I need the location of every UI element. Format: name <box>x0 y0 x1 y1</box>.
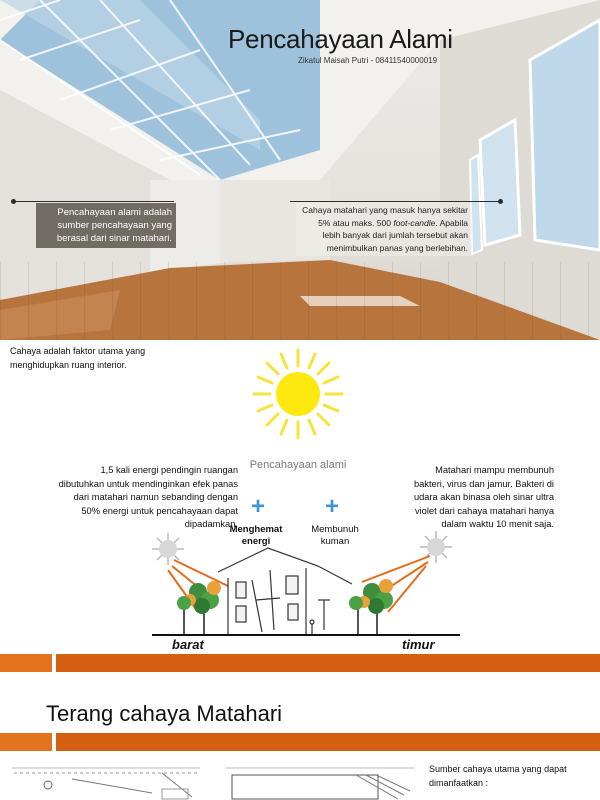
intro-text: Cahaya adalah faktor utama yang menghidupkan ruang interior. <box>10 346 146 370</box>
tree-left-icon <box>177 581 221 634</box>
sketch-diagram-left <box>12 767 202 800</box>
germicidal-note: Matahari mampu membunuh bakteri, virus dan jamur. Bakteri di udara akan binasa oleh sinar ultra violet dari cahaya matahari hanya dalam waktu 10 menit saja. <box>413 465 554 529</box>
plus-icon: + <box>251 493 266 520</box>
section-title: Terang cahaya Matahari <box>46 701 283 726</box>
label-east: timur <box>402 637 435 652</box>
page-title: Pencahayaan Alami <box>228 24 453 54</box>
sketch-diagram-right <box>226 767 416 800</box>
benefit-kill-germs: Membunuh kuman <box>311 524 359 547</box>
benefit-save-energy: Menghemat energi <box>229 524 283 547</box>
label-west: barat <box>172 637 204 652</box>
tree-right-icon <box>349 579 393 634</box>
sunlight-limit-text-1: Cahaya matahari yang masuk hanya sekitar 5% atau maks. 500 <box>302 205 468 228</box>
author-line: Zikatul Maisah Putri - 08411540000019 <box>298 56 438 65</box>
house-icon <box>218 548 352 634</box>
plus-icon: + <box>325 493 340 520</box>
ground-line <box>152 634 460 636</box>
light-source-note: Sumber cahaya utama yang dapat dimanfaatkan : <box>429 764 567 788</box>
definition-callout: Pencahayaan alami adalah sumber pencahayaan yang berasal dari sinar matahari. <box>36 203 176 248</box>
sun-icon <box>254 350 342 438</box>
divider-bar-top <box>0 654 600 672</box>
energy-note: 1,5 kali energi pendingin ruangan dibutuhkan untuk mendinginkan efek panas dari matahari namun sebanding dengan 50% energi untuk pencahayaan dapat dipadamkan. <box>58 465 238 529</box>
diagram-title: Pencahayaan alami <box>249 459 347 471</box>
sunlight-limit-unit: foot-candle <box>393 217 436 228</box>
sunlight-limit-text-2: . Apabila lebih banyak dari jumlah tersebut akan menimbulkan panas yang berlebihan. <box>322 217 468 253</box>
small-sun-left-icon <box>152 533 184 565</box>
divider-bar-bottom <box>0 733 600 751</box>
